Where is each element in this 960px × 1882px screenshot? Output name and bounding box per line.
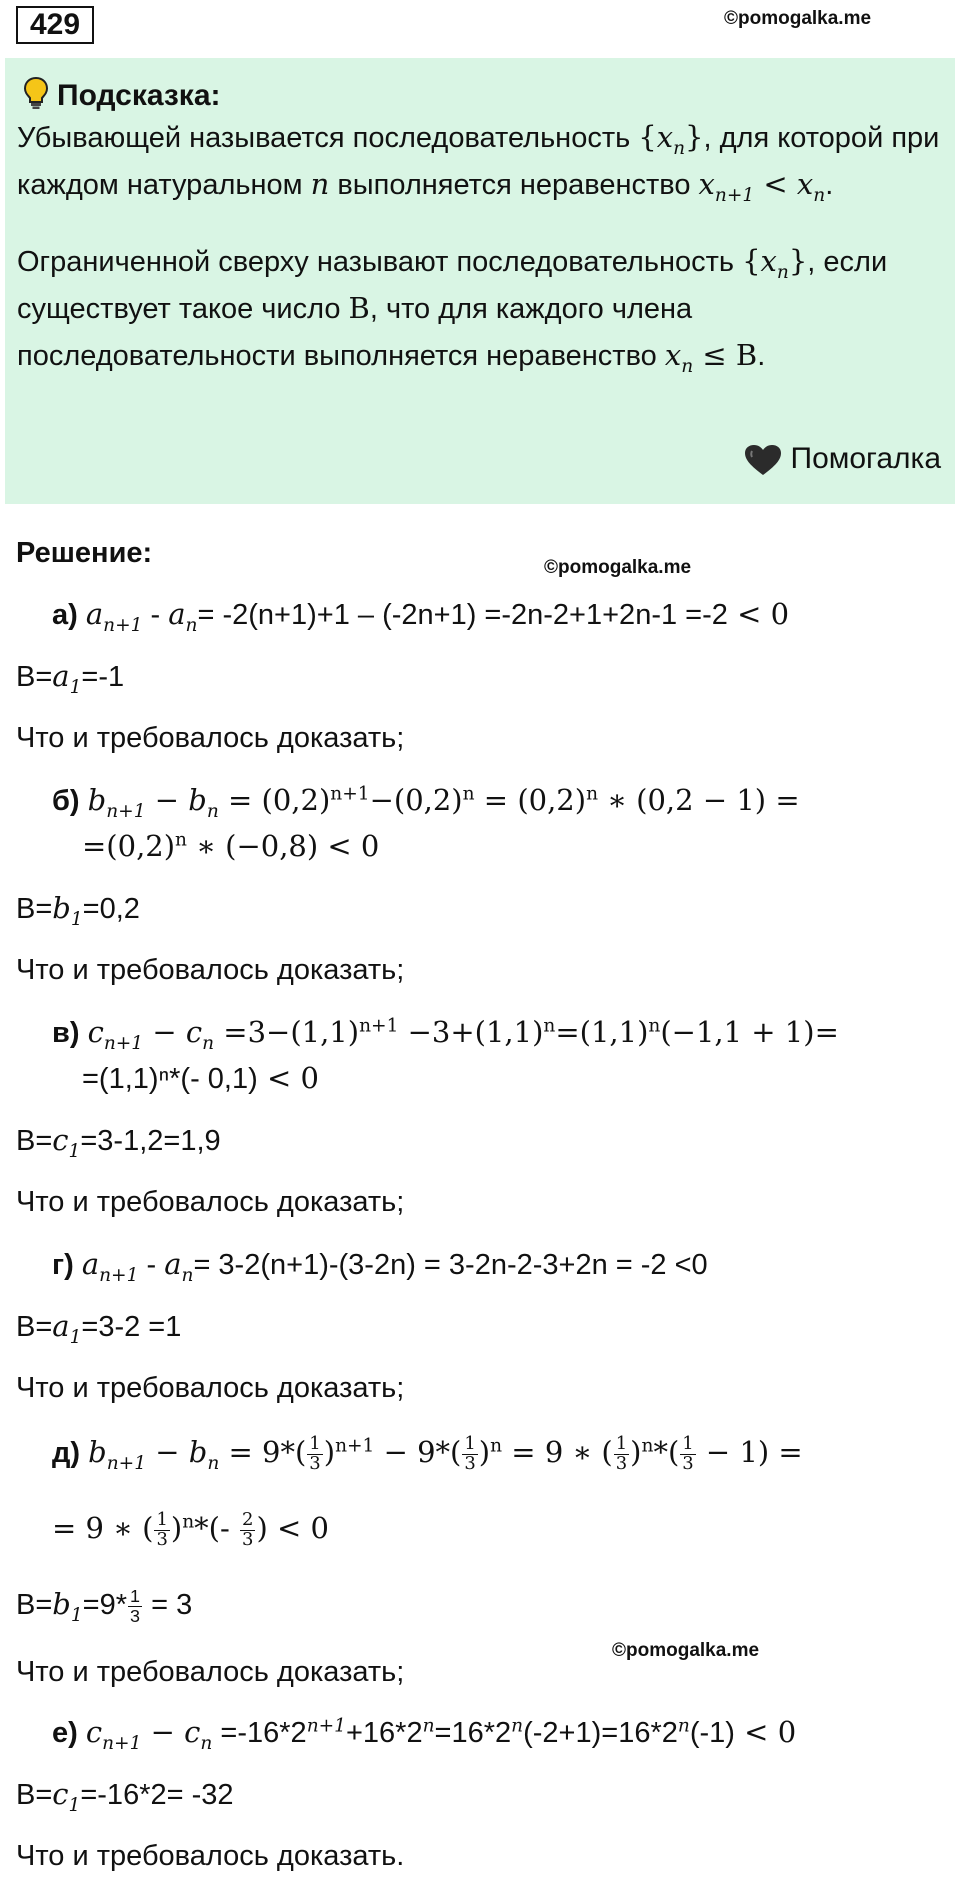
solution-b-expression: б) $b_{n+1} - b_n = (0,2)^{n+1}-(0,2)^n = (0,2)^n$ ∗ (0,2 − 1) = — [52, 783, 800, 822]
heart-icon — [743, 443, 783, 477]
solution-d-expression: г) $a_{n+1} - a_n= 3-2(n+1)-(3-2n) = 3-2n-2-3+2n = -2 <0$ — [52, 1247, 708, 1286]
hint-text: Убывающей называется последовательность — [17, 122, 639, 154]
solution-e-bound: $B=b_1=9*$ $\frac{1}{3}$ = 3 — [16, 1585, 193, 1626]
watermark: ©pomogalka.me — [544, 557, 692, 578]
hint-text: . — [757, 340, 766, 372]
hint-text: , если существует такое число — [17, 246, 888, 325]
hint-box — [5, 58, 955, 504]
proved-line: Что и требовалось доказать; — [16, 722, 405, 754]
bound-value: =9* — [82, 1589, 128, 1621]
bound-value: =3-2 =1 — [81, 1311, 182, 1343]
solution-c-bound: $B=c_1=3-1,2=1,9$ — [16, 1123, 221, 1162]
proved-line: Что и требовалось доказать; — [16, 954, 405, 986]
item-label: в) — [52, 1017, 80, 1049]
solution-f-expression: е) $c_{n+1} - c_n =-16*2^{n+1}+16*2^n=16*2^n(-2+1)=16*2^n(-1) < 0$ — [52, 1715, 797, 1754]
item-label: е) — [52, 1717, 78, 1749]
solution-a-bound: $B=a_1=-1$ — [16, 659, 125, 698]
expression-text: =-16*2 — [220, 1717, 307, 1749]
solution-b-expression-cont: $=(0,2)^n$ ∗ (−0,8) < 0 — [82, 829, 380, 863]
watermark: ©pomogalka.me — [612, 1640, 760, 1661]
brand — [743, 442, 942, 477]
hint-text: . — [825, 169, 834, 201]
expression-text: = 3-2(n+1)-(3-2n) = 3-2n-2-3+2n = -2 — [193, 1249, 675, 1281]
bound-value: =-16*2= -32 — [80, 1779, 234, 1811]
bound-value: =3-1,2=1,9 — [80, 1125, 221, 1157]
hint-text: , для которой при каждом натуральном — [17, 122, 940, 201]
hint-text: , что для каждого члена последовательности выполняется неравенство — [17, 293, 693, 372]
lightbulb-icon — [23, 76, 49, 118]
hint-title-text: Подсказка: — [57, 78, 221, 112]
bound-value: = 3 — [143, 1589, 193, 1621]
hint-title — [23, 76, 221, 118]
solution-e-expression: д) $b_{n+1} - b_n = 9*$( $\frac{1}{3}$ )$^{n+1}$ − 9*( $\frac{1}{3}$ )$^n$ = 9 ∗ ( $\frac{1}{3}$ )$^n$*( $\frac{1}{3}$ − 1) = — [52, 1432, 803, 1474]
solution-e-expression-cont: = 9 ∗ ( $\frac{1}{3}$ )$^n$*(- $\frac{2}{3}$ ) < 0 — [52, 1508, 329, 1550]
hint-text: Ограниченной сверху называют последовательность — [17, 246, 743, 278]
proved-line: Что и требовалось доказать; — [16, 1186, 405, 1218]
proved-line: Что и требовалось доказать; — [16, 1656, 405, 1688]
solution-f-bound: $B=c_1=-16*2= -32$ — [16, 1777, 234, 1816]
problem-number: 429 — [16, 6, 94, 44]
brand-name: Помогалка — [790, 442, 941, 475]
solution-c-expression: в) $c_{n+1} - c_n =3-(1,1)^{n+1} -3+(1,1)^n=(1,1)^n(-1,1 + 1)=$ — [52, 1015, 839, 1054]
solution-c-expression-cont: =(1,1)ⁿ*(- 0,1) < 0 — [82, 1061, 319, 1095]
proved-line: Что и требовалось доказать; — [16, 1372, 405, 1404]
item-label: г) — [52, 1249, 74, 1281]
hint-paragraph-bounded: Ограниченной сверху называют последовательность $\{x_n\}$, если существует такое число B, что для каждого члена последовательности выполняется неравенство $x_n \le B$. — [17, 244, 888, 377]
item-label: б) — [52, 785, 80, 817]
hint-text: выполняется неравенство — [329, 169, 699, 201]
solution-b-bound: $B=b_1=0,2$ — [16, 891, 140, 930]
solution-a-expression: а) $a_{n+1} - a_n= -2(n+1)+1 - (-2n+1) =-2n-2+1+2n-1 =-2 < 0$ — [52, 597, 790, 636]
bound-value: =0,2 — [82, 893, 140, 925]
watermark: ©pomogalka.me — [724, 8, 872, 29]
hint-paragraph-decreasing: Убывающей называется последовательность $\{x_n\}$, для которой при каждом натуральном n выполняется неравенство $x_{n+1} < x_n$. — [17, 120, 940, 206]
expression-text: = -2(n+1)+1 – (-2n+1) =-2n-2+1+2n-1 =-2 — [197, 599, 728, 631]
solution-title: Решение: — [16, 537, 153, 569]
bound-value: =-1 — [81, 661, 125, 693]
item-label: д) — [52, 1437, 81, 1469]
expression-text: =(1,1)ⁿ*(- 0,1) — [82, 1063, 258, 1095]
item-label: а) — [52, 599, 78, 631]
solution-d-bound: $B=a_1=3-2 =1$ — [16, 1309, 182, 1348]
proved-final-line: Что и требовалось доказать. — [16, 1840, 405, 1872]
